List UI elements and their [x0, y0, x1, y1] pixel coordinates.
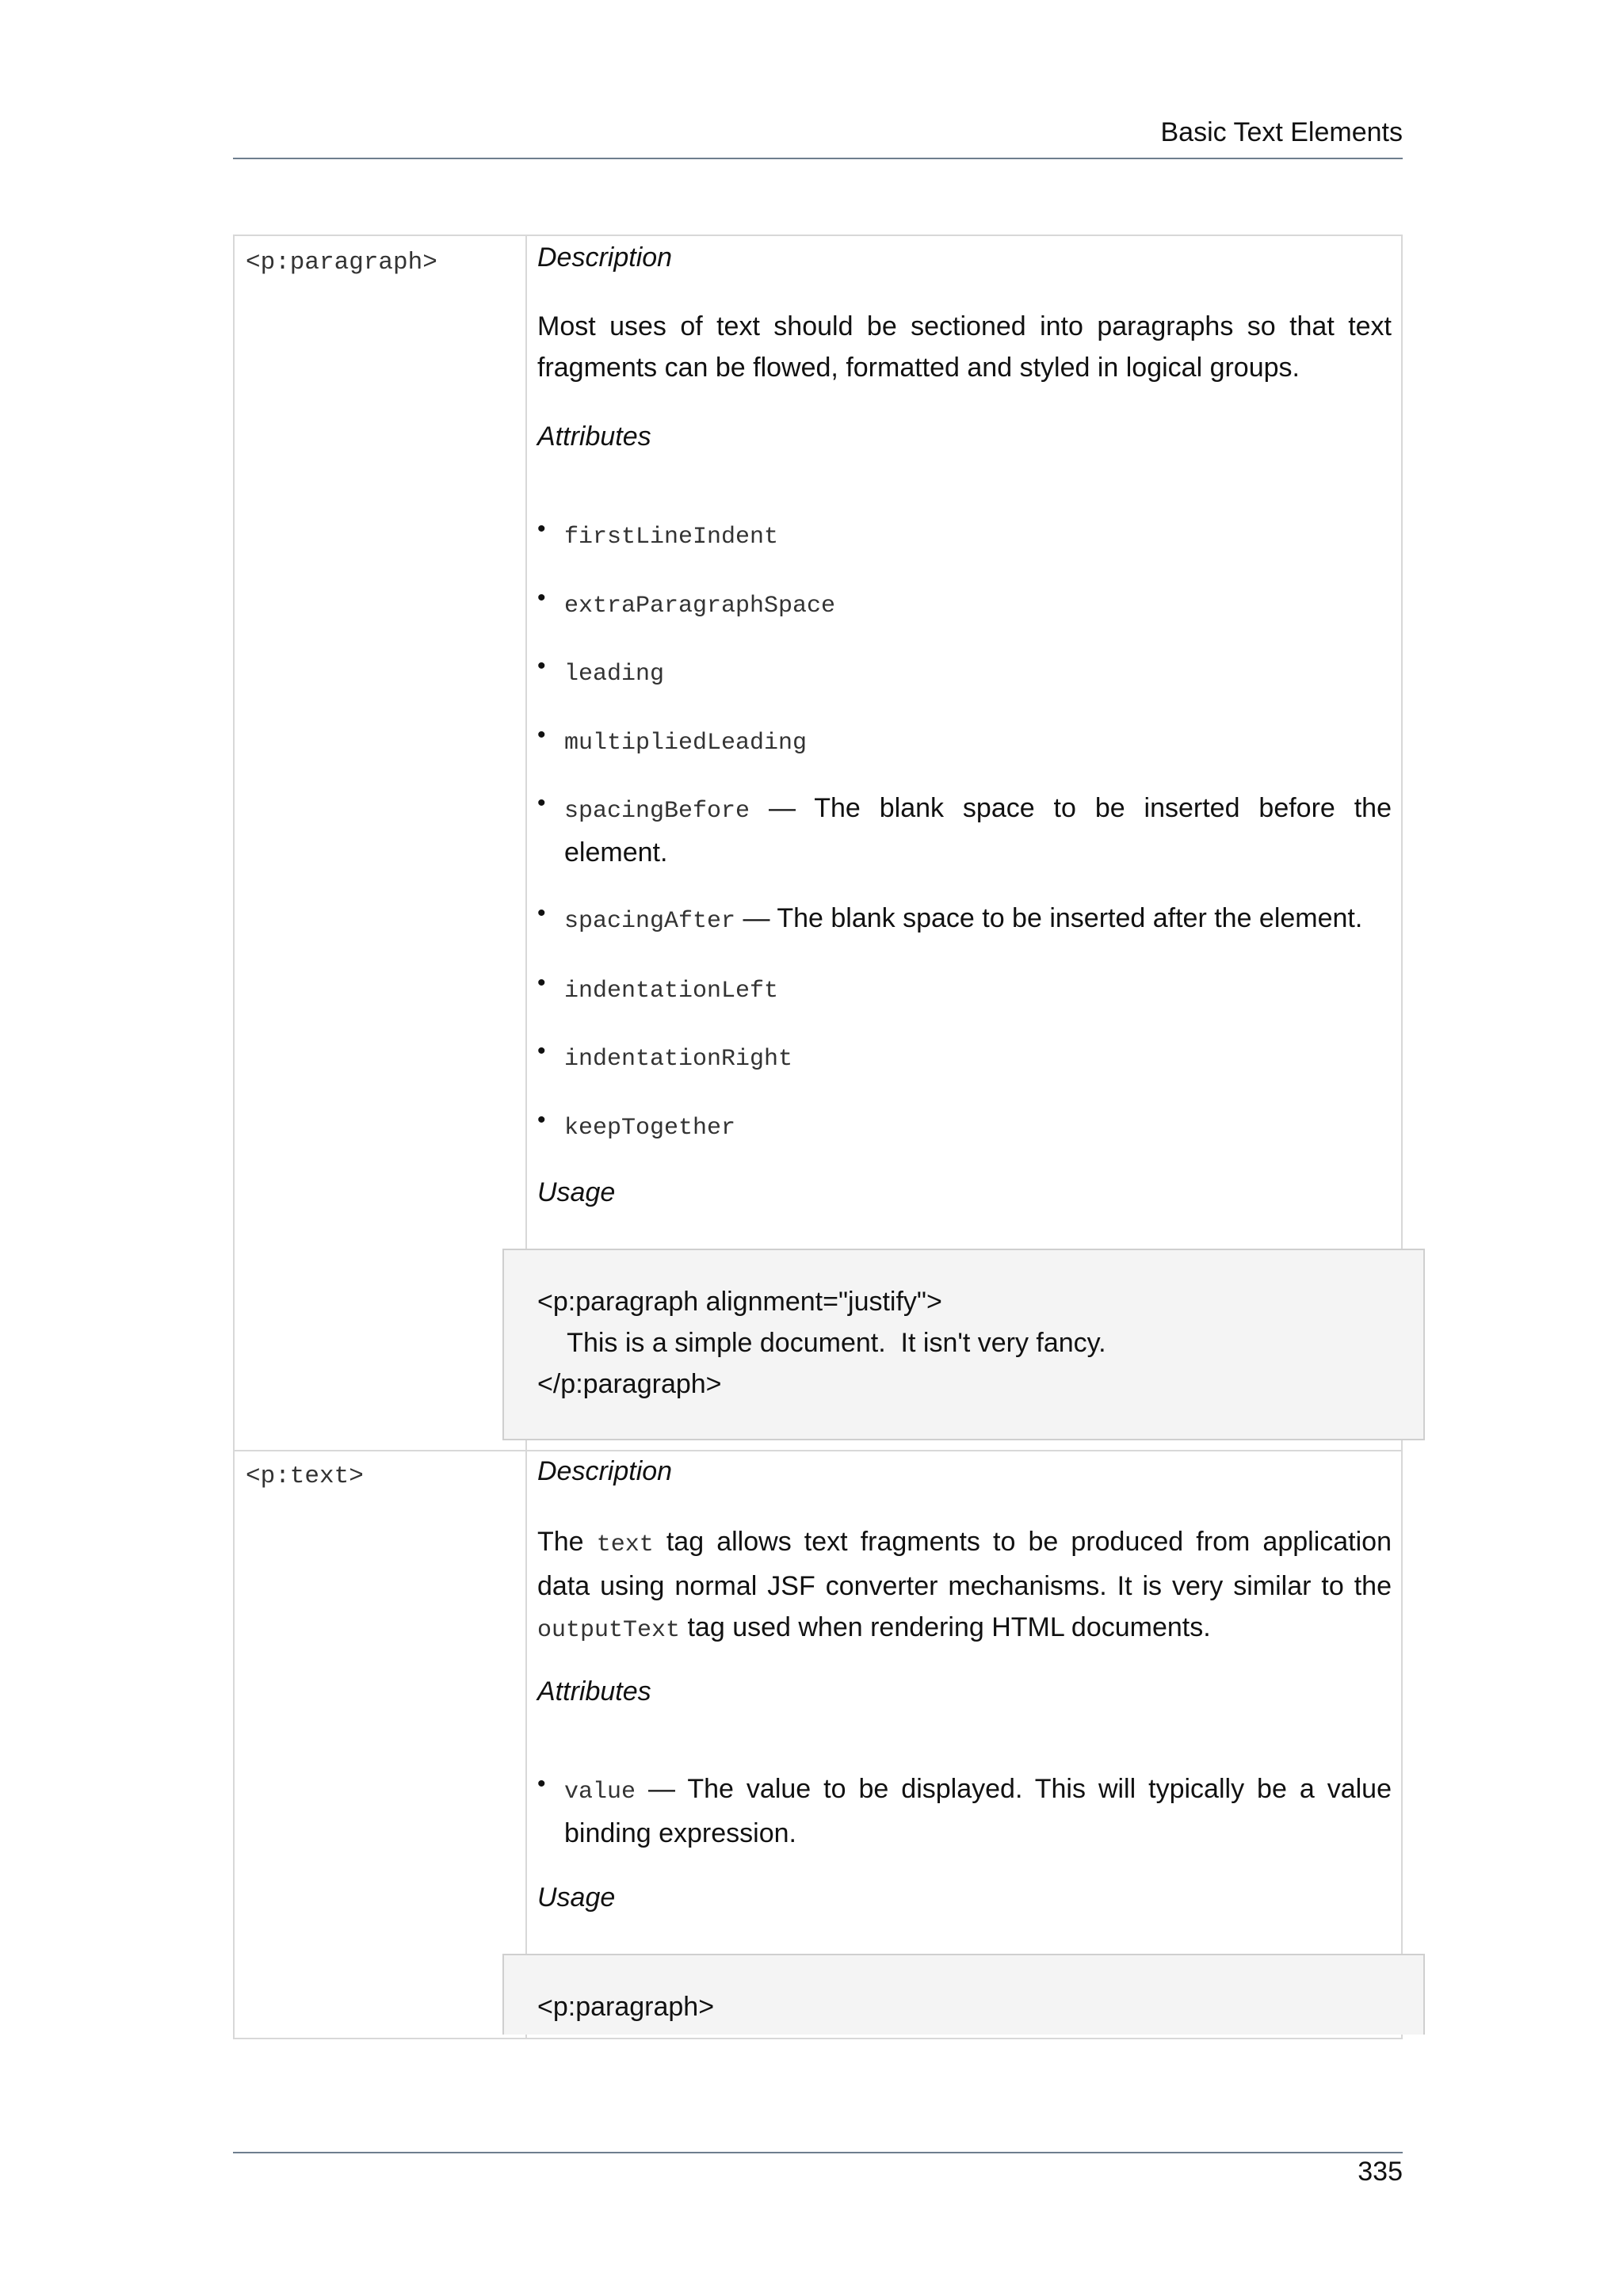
- usage-heading: Usage: [537, 1882, 616, 1913]
- code-line: <p:paragraph alignment="justify">: [537, 1287, 942, 1317]
- code-line: <p:paragraph>: [537, 1992, 715, 2022]
- usage-heading: Usage: [537, 1177, 616, 1207]
- attribute-description: — The value to be displayed. This will typically be a value binding expression.: [564, 1774, 1392, 1848]
- attribute-name: spacingBefore: [564, 798, 750, 825]
- attribute-description: — The blank space to be inserted before the element.: [564, 793, 1392, 868]
- tag-name-text: <p:text>: [246, 1463, 364, 1490]
- description-heading: Description: [537, 1456, 673, 1486]
- attribute-item: • value — The value to be displayed. This will typically be a value binding expression.: [537, 1771, 1392, 1848]
- attribute-item: • extraParagraphSpace: [537, 585, 836, 620]
- attribute-name: extraParagraphSpace: [564, 593, 836, 620]
- attribute-name: indentationRight: [564, 1046, 793, 1073]
- footer-rule: [233, 2152, 1403, 2153]
- attribute-item: • keepTogether: [537, 1107, 736, 1142]
- description-text: The text tag allows text fragments to be produced from application data using normal JSF converter mechanisms. It is very similar to the outputText tag used when rendering HTML documents.: [537, 1527, 1392, 1644]
- attribute-item: • indentationRight: [537, 1038, 793, 1073]
- inline-code: outputText: [537, 1617, 681, 1644]
- inline-code: text: [596, 1531, 654, 1558]
- code-line: This is a simple document. It isn't very fancy.: [537, 1328, 1106, 1358]
- attribute-name: indentationLeft: [564, 978, 779, 1005]
- attributes-heading: Attributes: [537, 1676, 651, 1707]
- attribute-item: • spacingAfter — The blank space to be inserted after the element.: [537, 900, 1363, 935]
- running-header-title: Basic Text Elements: [1160, 117, 1403, 147]
- tag-name-paragraph: <p:paragraph>: [246, 249, 437, 277]
- header-rule: [233, 158, 1403, 159]
- page-number: 335: [1358, 2157, 1403, 2187]
- attribute-item: • spacingBefore — The blank space to be inserted before the element.: [537, 790, 1392, 868]
- attribute-name: spacingAfter: [564, 908, 736, 935]
- attribute-item: • multipliedLeading: [537, 722, 808, 757]
- description-text: Most uses of text should be sectioned into paragraphs so that text fragments can be flowed, formatted and styled in logical groups.: [537, 311, 1392, 383]
- attribute-name: value: [564, 1779, 636, 1806]
- attribute-name: firstLineIndent: [564, 524, 779, 551]
- attribute-item: • leading: [537, 653, 665, 688]
- row-divider: [235, 1450, 1401, 1451]
- description-heading: Description: [537, 242, 673, 273]
- attribute-description: — The blank space to be inserted after the element.: [735, 903, 1363, 933]
- attribute-item: • indentationLeft: [537, 970, 779, 1005]
- attribute-item: • firstLineIndent: [537, 516, 779, 551]
- attribute-name: multipliedLeading: [564, 730, 808, 757]
- usage-code-block: [502, 1249, 1425, 1440]
- code-line: </p:paragraph>: [537, 1369, 722, 1399]
- attribute-name: keepTogether: [564, 1115, 736, 1142]
- column-divider: [525, 236, 527, 2038]
- attribute-name: leading: [564, 661, 665, 688]
- usage-code-block: [502, 1954, 1425, 2035]
- attributes-heading: Attributes: [537, 421, 651, 452]
